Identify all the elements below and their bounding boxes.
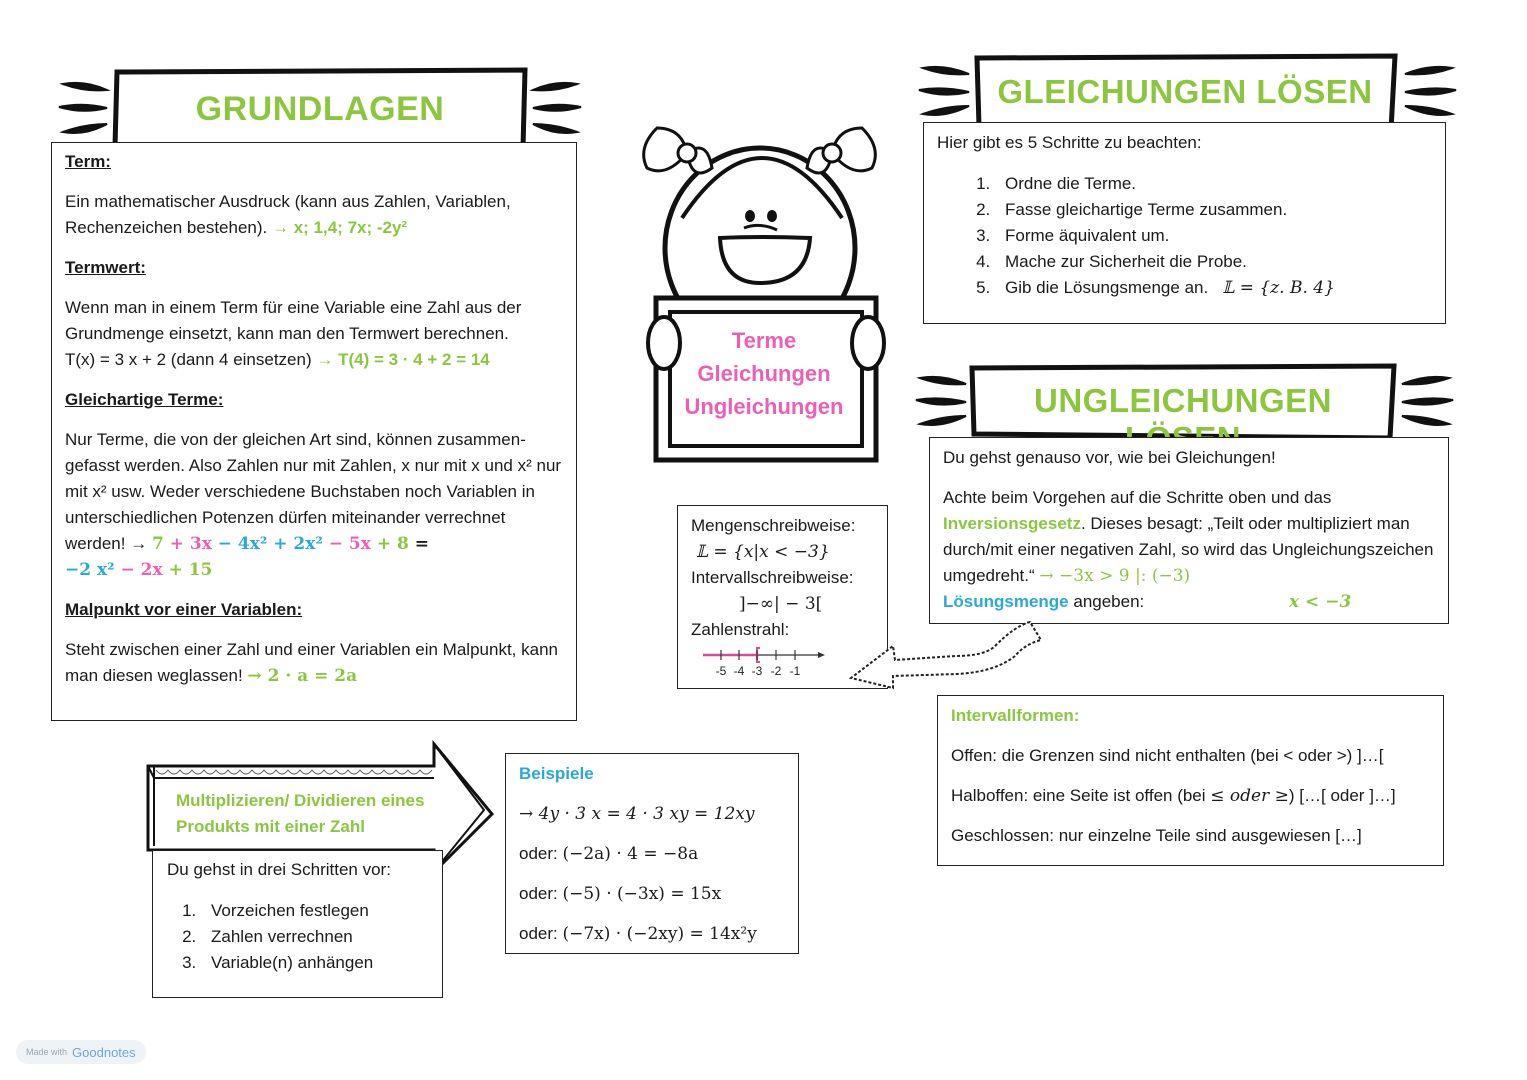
intervall-label: Intervallschreibweise:: [691, 568, 854, 587]
gleichartig-body: Nur Terme, die von der gleichen Art sind, können zusammen-gefasst werden. Also Zahlen nur mit Zahlen, x nur mit x und x² nur mit x² usw. Weder verschiedene Buchstaben noch Variablen in unterschiedlichen Potenzen dürfen miteinander verrechnet werden! →: [65, 430, 562, 553]
offen-text: Offen: die Grenzen sind nicht enthalten (bei < oder >) ]…[: [951, 746, 1384, 765]
angeben-text: angeben:: [1073, 592, 1145, 611]
tick-label: -5: [715, 664, 727, 678]
halboffen-text: [951, 783, 1430, 809]
gleichartig-text: [65, 427, 564, 583]
ungleichungen-paragraph: [943, 485, 1435, 589]
gleichungen-title: GLEICHUNGEN LÖSEN: [997, 73, 1373, 110]
termwert-heading: Termwert:: [65, 258, 146, 277]
solution-example: 𝕃 = {z. B. 4}: [1222, 278, 1335, 298]
termwert-formula: T(x) = 3 x + 2 (dann 4 einsetzen): [65, 350, 312, 369]
loesungsmenge-term: Lösungsmenge: [943, 592, 1069, 611]
beispiel-2-math: (−2a) · 4 = −8a: [562, 844, 699, 864]
multiplizieren-title: Multiplizieren/ Dividieren eines Produkts mit einer Zahl: [176, 791, 425, 836]
grundlagen-box: [51, 142, 577, 721]
number-line: [701, 645, 831, 681]
intervallformen-box: [937, 695, 1444, 866]
intervall-value: ]−∞| − 3[: [739, 594, 823, 614]
step-item: 1. Ordne die Terme.: [995, 171, 1432, 197]
ungleichungen-text-a: Achte beim Vorgehen auf die Schritte oben und das: [943, 488, 1332, 507]
beispiel-2: [519, 841, 785, 867]
termwert-line: [65, 347, 564, 373]
malpunkt-heading: Malpunkt vor einer Variablen:: [65, 600, 303, 619]
beispiel-4: [519, 921, 785, 947]
beispiel-3-math: (−5) · (−3x) = 15x: [562, 884, 722, 904]
multiplizieren-box: [152, 850, 443, 998]
multiplizieren-steps: [167, 898, 428, 976]
inversionsgesetz-term: Inversionsgesetz: [943, 514, 1081, 533]
term-example: → x; 1,4; 7x; -2y²: [271, 218, 408, 237]
intervallformen-heading: Intervallformen:: [951, 706, 1080, 725]
made-with-text: Made with: [26, 1047, 68, 1057]
sign-line-terme: Terme: [731, 328, 797, 353]
step-item: 2. Fasse gleichartige Terme zusammen.: [995, 197, 1432, 223]
tick-label: -2: [770, 664, 782, 678]
grundlagen-title: GRUNDLAGEN: [195, 90, 445, 128]
ungleichungen-box: [929, 437, 1449, 624]
sign-line-ungleichungen: Ungleichungen: [684, 394, 844, 419]
step-item: [995, 275, 1432, 301]
beispiele-heading: Beispiele: [519, 764, 594, 783]
ungleichungen-line1: Du gehst genauso vor, wie bei Gleichungen!: [943, 448, 1276, 467]
goodnotes-badge[interactable]: [16, 1040, 146, 1064]
step-text: Gib die Lösungsmenge an.: [1005, 278, 1209, 297]
goodnotes-brand: Goodnotes: [72, 1044, 136, 1060]
beispiel-3: [519, 881, 785, 907]
ungleichung-result: x < −3: [1289, 592, 1352, 612]
ungleichungen-text-b: . Dieses besagt: „Teilt oder multipliziert man durch/mit einer negativen Zahl, so wird das Ungleichungszeichen umgedreht.“: [943, 514, 1434, 585]
step-item: 3. Forme äquivalent um.: [995, 223, 1432, 249]
center-sign-text: [672, 324, 856, 423]
mengen-value: 𝕃 = {x|x < −3}: [696, 542, 830, 562]
oder-label: oder:: [519, 884, 558, 903]
beispiel-1: → 4y · 3 x = 4 · 3 xy = 12xy: [519, 804, 755, 824]
gleichartig-heading: Gleichartige Terme:: [65, 390, 224, 409]
malpunkt-body: Steht zwischen einer Zahl und einer Variablen ein Malpunkt, kann man diesen weglassen!: [65, 640, 558, 685]
halboffen-b: ) […[ oder ]…]: [1288, 786, 1396, 805]
gleichungen-intro: Hier gibt es 5 Schritte zu beachten:: [937, 133, 1202, 152]
mengen-label: Mengenschreibweise:: [691, 516, 856, 535]
beispiel-4-math: (−7x) · (−2xy) = 14x²y: [562, 924, 757, 944]
tick-label: -3: [751, 664, 763, 678]
malpunkt-example: → 2 · a = 2a: [247, 666, 358, 686]
oder-label: oder:: [519, 924, 558, 943]
geschlossen-text: Geschlossen: nur einzelne Teile sind ausgewiesen […]: [951, 826, 1362, 845]
gleichungen-steps: [937, 171, 1432, 301]
beispiele-box: [505, 753, 799, 954]
term-definition: Ein mathematischer Ausdruck (kann aus Zahlen, Variablen, Rechenzeichen bestehen).: [65, 192, 511, 237]
tick-label: -1: [789, 664, 801, 678]
curved-arrow-icon: [845, 612, 1045, 692]
step-item: 1. Vorzeichen festlegen: [201, 898, 428, 924]
halboffen-math: ≤ oder ≥: [1210, 786, 1289, 806]
zahlenstrahl-label: Zahlenstrahl:: [691, 620, 790, 639]
tick-label: -4: [733, 664, 745, 678]
termwert-result: → T(4) = 3 · 4 + 2 = 14: [316, 350, 490, 369]
halboffen-a: Halboffen: eine Seite ist offen (bei: [951, 786, 1206, 805]
step-item: 2. Zahlen verrechnen: [201, 924, 428, 950]
inversion-example: → −3x > 9 |: (−3): [1039, 566, 1191, 586]
step-item: 3. Variable(n) anhängen: [201, 950, 428, 976]
step-item: 4. Mache zur Sicherheit die Probe.: [995, 249, 1432, 275]
sign-line-gleichungen: Gleichungen: [697, 361, 831, 386]
multiplizieren-intro: Du gehst in drei Schritten vor:: [167, 860, 391, 879]
oder-label: oder:: [519, 844, 558, 863]
malpunkt-text: [65, 637, 564, 689]
termwert-text: Wenn man in einem Term für eine Variable eine Zahl aus der Grundmenge einsetzt, kann man den Termwert berechnen.: [65, 298, 522, 343]
gleichungen-box: [923, 122, 1446, 324]
term-heading: Term:: [65, 152, 111, 171]
term-text: [65, 189, 564, 241]
gleichartig-example: 7 + 3x − 4x² + 2x² − 5x + 8 = −2 x² − 2x + 15: [65, 534, 429, 580]
ungleichungen-title: UNGLEICHUNGEN: [1033, 382, 1332, 419]
